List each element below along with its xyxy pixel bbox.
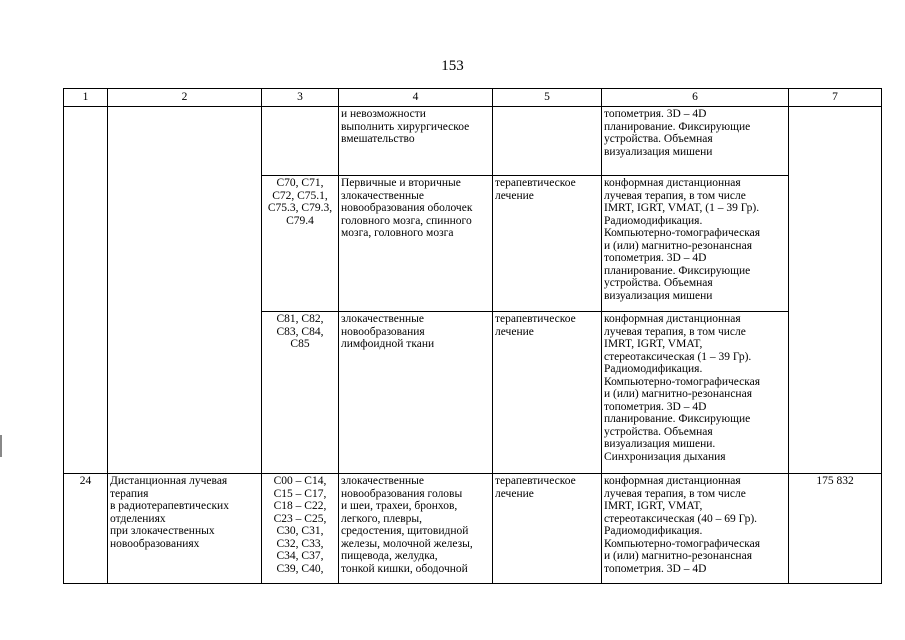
intervention-name-line: терапия [110, 487, 149, 500]
treatment-method-cell [602, 474, 789, 584]
cost-value-cell [789, 107, 882, 176]
treatment-method-line: Радиомодификация. [604, 363, 703, 375]
intervention-name-line: Дистанционная лучевая [110, 475, 228, 487]
patient-model-line: головного мозга, спинного [341, 214, 472, 227]
intervention-name-line: новообразованиях [110, 537, 200, 550]
treatment-method-line: Компьютерно-томографическая [604, 227, 761, 239]
icd-codes-line: C39, C40, [276, 562, 324, 575]
treatment-method-line: топометрия. 3D – 4D [604, 400, 707, 413]
row-number-cell [64, 176, 108, 312]
icd-codes-cell [262, 312, 339, 474]
cost-value-cell [789, 176, 882, 312]
scan-edge-mark [0, 435, 2, 457]
patient-model-line: злокачественные [341, 475, 424, 487]
treatment-type-line: терапевтическое [495, 177, 576, 189]
patient-model-line: лимфоидной ткани [341, 338, 435, 350]
icd-codes-line: C00 – C14, [273, 475, 327, 487]
patient-model-line: железы, молочной железы, [341, 537, 473, 550]
table-row [64, 312, 882, 474]
column-header-7: 7 [789, 89, 882, 107]
treatment-type-line: лечение [495, 325, 534, 338]
treatment-method-line: планирование. Фиксирующие [604, 264, 751, 277]
patient-model-cell [339, 176, 493, 312]
patient-model-line: выполнить хирургическое [341, 120, 470, 133]
treatment-method-line: Радиомодификация. [604, 525, 703, 537]
patient-model-line: злокачественные [341, 313, 424, 325]
patient-model-line: пищевода, желудка, [341, 550, 438, 562]
treatment-method-cell [602, 107, 789, 176]
treatment-method-line: устройства. Объемная [604, 133, 713, 145]
icd-codes-line: C83, C84, [276, 325, 324, 338]
icd-codes-line: C18 – C22, [273, 500, 327, 512]
column-header-5: 5 [493, 89, 602, 107]
data-table [63, 88, 882, 584]
treatment-method-line: и (или) магнитно-резонансная [604, 388, 752, 400]
intervention-name-line: в радиотерапевтических [110, 500, 229, 512]
treatment-method-line: лучевая терапия, в том числе [604, 487, 746, 500]
patient-model-line: тонкой кишки, ободочной [341, 562, 468, 575]
column-header-6: 6 [602, 89, 789, 107]
icd-codes-line: C15 – C17, [273, 487, 327, 500]
treatment-method-line: визуализация мишени [604, 145, 713, 158]
table-row [64, 107, 882, 176]
cost-value-cell: 175 832 [789, 474, 882, 584]
treatment-method-line: конформная дистанционная [604, 177, 741, 189]
icd-codes-cell [262, 474, 339, 584]
treatment-method-line: топометрия. 3D – 4D [604, 108, 707, 120]
treatment-method-line: Компьютерно-томографическая [604, 537, 761, 550]
treatment-method-cell [602, 176, 789, 312]
treatment-type-cell [493, 107, 602, 176]
patient-model-line: средостения, щитовидной [341, 525, 469, 537]
treatment-type-cell [493, 312, 602, 474]
intervention-name-cell [108, 312, 262, 474]
treatment-method-line: устройства. Объемная [604, 425, 713, 438]
row-number-cell: 24 [64, 474, 108, 584]
patient-model-line: новообразования оболочек [341, 202, 473, 214]
intervention-name-line: при злокачественных [110, 525, 215, 537]
treatment-type-cell [493, 474, 602, 584]
treatment-method-line: Синхронизация дыхания [604, 450, 726, 463]
treatment-method-line: лучевая терапия, в том числе [604, 189, 746, 202]
patient-model-line: новообразования головы [341, 487, 463, 500]
row-number-cell [64, 312, 108, 474]
patient-model-line: легкого, плевры, [341, 512, 423, 525]
row-number-cell [64, 107, 108, 176]
treatment-method-line: Компьютерно-томографическая [604, 375, 761, 388]
treatment-method-line: визуализация мишени [604, 289, 713, 302]
icd-codes-line: C72, C75.1, [272, 189, 328, 202]
cost-value-cell [789, 312, 882, 474]
treatment-method-line: IMRT, IGRT, VMAT, [604, 338, 703, 350]
treatment-method-line: планирование. Фиксирующие [604, 120, 751, 133]
treatment-type-line: лечение [495, 487, 534, 500]
treatment-method-line: и (или) магнитно-резонансная [604, 550, 752, 562]
icd-codes-line: C79.4 [286, 214, 314, 227]
treatment-type-cell [493, 176, 602, 312]
column-header-4: 4 [339, 89, 493, 107]
patient-model-line: вмешательство [341, 133, 415, 145]
intervention-name-cell [108, 474, 262, 584]
icd-codes-line: C85 [290, 338, 310, 350]
treatment-type-line: терапевтическое [495, 475, 576, 487]
treatment-method-line: стереотаксическая (1 – 39 Гр). [604, 350, 752, 363]
icd-codes-line: C23 – C25, [273, 512, 327, 525]
patient-model-line: злокачественные [341, 189, 424, 202]
treatment-method-line: конформная дистанционная [604, 313, 741, 325]
intervention-name-cell [108, 176, 262, 312]
icd-codes-line: C75.3, C79.3, [267, 202, 333, 214]
intervention-name-line: отделениях [110, 512, 166, 525]
treatment-method-line: Радиомодификация. [604, 214, 703, 227]
treatment-method-line: конформная дистанционная [604, 475, 741, 487]
table-row [64, 176, 882, 312]
treatment-method-line: и (или) магнитно-резонансная [604, 239, 752, 252]
icd-codes-cell [262, 107, 339, 176]
patient-model-line: Первичные и вторичные [341, 177, 461, 189]
treatment-method-line: визуализация мишени. [604, 438, 716, 450]
icd-codes-line: C34, C37, [276, 550, 324, 562]
patient-model-line: и невозможности [341, 108, 426, 120]
treatment-method-cell [602, 312, 789, 474]
treatment-method-line: устройства. Объемная [604, 277, 713, 289]
treatment-type-line: терапевтическое [495, 313, 576, 325]
patient-model-line: и шеи, трахеи, бронхов, [341, 500, 458, 512]
patient-model-cell [339, 312, 493, 474]
icd-codes-line: C81, C82, [276, 313, 324, 325]
treatment-method-line: стереотаксическая (40 – 69 Гр). [604, 512, 758, 525]
icd-codes-line: C70, C71, [276, 177, 324, 189]
icd-codes-cell [262, 176, 339, 312]
patient-model-cell [339, 107, 493, 176]
treatment-type-line: лечение [495, 189, 534, 202]
patient-model-cell [339, 474, 493, 584]
column-header-1: 1 [64, 89, 108, 107]
treatment-method-line: IMRT, IGRT, VMAT, (1 – 39 Гр). [604, 202, 760, 214]
treatment-method-line: лучевая терапия, в том числе [604, 325, 746, 338]
treatment-method-line: топометрия. 3D – 4D [604, 252, 707, 264]
patient-model-line: мозга, головного мозга [341, 227, 454, 239]
treatment-method-line: планирование. Фиксирующие [604, 413, 751, 425]
treatment-method-line: топометрия. 3D – 4D [604, 562, 707, 575]
table-row [64, 474, 882, 584]
treatment-method-line: IMRT, IGRT, VMAT, [604, 500, 703, 512]
column-number-row [64, 89, 882, 107]
icd-codes-line: C30, C31, [276, 525, 324, 537]
column-header-2: 2 [108, 89, 262, 107]
icd-codes-line: C32, C33, [276, 537, 324, 550]
column-header-3: 3 [262, 89, 339, 107]
patient-model-line: новообразования [341, 325, 425, 338]
page-number: 153 [441, 58, 464, 74]
intervention-name-cell [108, 107, 262, 176]
